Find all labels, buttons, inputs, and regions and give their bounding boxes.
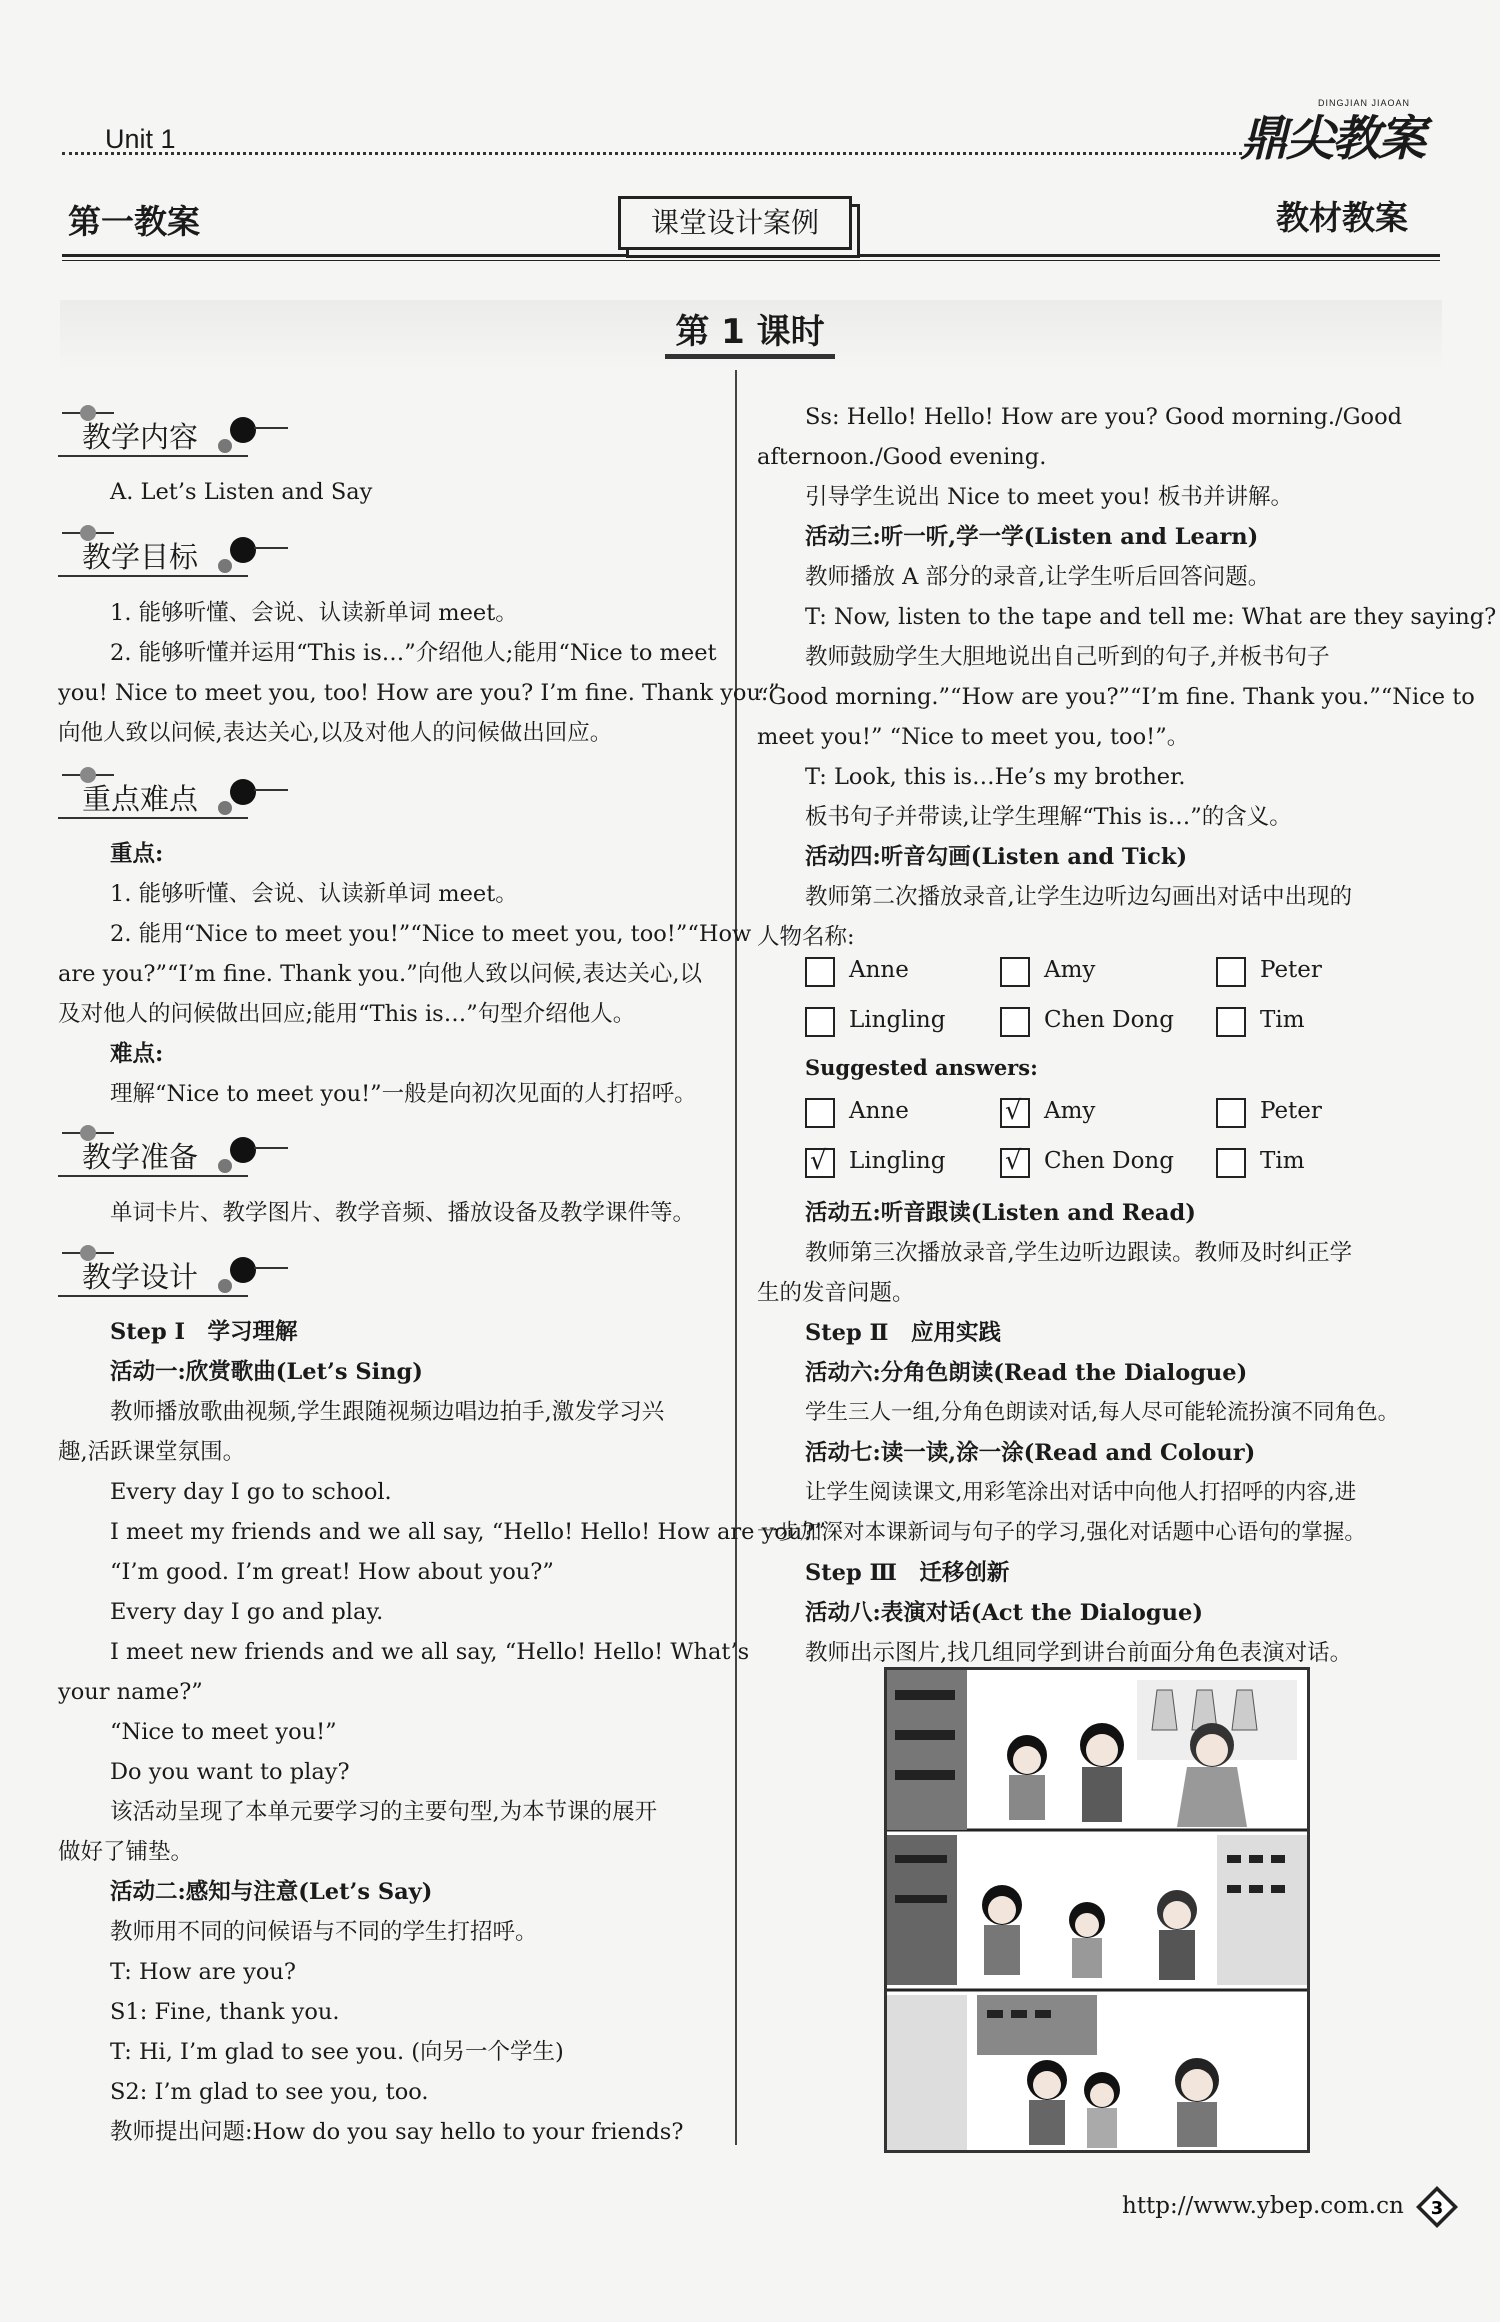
dialogue-line: S1: Fine, thank you. [110,1999,340,2025]
page-number-badge [1415,2185,1459,2229]
activity-heading: 活动三:听一听,学一学(Listen and Learn) [805,524,1259,550]
activity-heading: 活动二:感知与注意(Let’s Say) [110,1879,433,1905]
section-heading-preparation: 教学准备 [58,1125,298,1181]
difficulty-line: 理解“Nice to meet you!”一般是向初次见面的人打招呼。 [110,1081,697,1107]
brand-logo: 鼎尖教案 [1240,111,1425,167]
check-mark-icon: √ [1005,1096,1022,1126]
column-divider [735,370,737,2145]
right-line: Ss: Hello! Hello! How are you? Good morning./Good [805,404,1403,430]
key-point-line: 1. 能够听懂、会说、认读新单词 meet。 [110,881,518,907]
header-dotted-rule [62,152,1242,155]
checkbox-label: Tim [1260,1007,1305,1033]
step-heading: Step Ⅱ 应用实践 [805,1320,1001,1346]
suggested-answers-label: Suggested answers: [805,1055,1038,1080]
right-line: 人物名称: [757,924,855,950]
design-line: 教师用不同的问候语与不同的学生打招呼。 [110,1919,538,1945]
goal-line: 2. 能够听懂并运用“This is…”介绍他人;能用“Nice to meet [110,640,717,666]
section-heading-key-points: 重点难点 [58,767,298,823]
design-line: 教师提出问题:How do you say hello to your friends? [110,2119,684,2145]
checkbox-label: Chen Dong [1044,1148,1174,1174]
activity-heading: 活动八:表演对话(Act the Dialogue) [805,1600,1203,1626]
key-points-label: 重点: [110,841,164,867]
checkbox-label: Tim [1260,1148,1305,1174]
checkbox-lingling[interactable] [805,1007,835,1037]
header-rule-thin [62,260,1440,261]
checkbox-amy[interactable] [1000,957,1030,987]
dialogue-line: T: Hi, I’m glad to see you. (向另一个学生) [110,2039,564,2065]
right-line: 板书句子并带读,让学生理解“This is…”的含义。 [805,804,1292,830]
goal-line: you! Nice to meet you, too! How are you? I’m fine. Thank you.” [58,680,780,706]
song-line: I meet new friends and we all say, “Hello! Hello! What’s [110,1639,750,1665]
goal-line: 向他人致以问候,表达关心,以及对他人的问候做出回应。 [58,720,613,746]
brand-logo-sub: DINGJIAN JIAOAN [1318,98,1411,108]
section-heading-design: 教学设计 [58,1245,298,1301]
right-line: afternoon./Good evening. [757,444,1047,470]
section-heading-content: 教学内容 [58,405,298,461]
song-line: Do you want to play? [110,1759,350,1785]
check-mark-icon: √ [1005,1146,1022,1176]
footer-url[interactable]: http://www.ybep.com.cn [1122,2193,1404,2219]
dialogue-line: S2: I’m glad to see you, too. [110,2079,429,2105]
lesson-title: 第 1 课时 [675,312,825,352]
check-mark-icon: √ [810,1146,827,1176]
dialogue-line: T: How are you? [110,1959,296,1985]
right-line: 让学生阅读课文,用彩笔涂出对话中向他人打招呼的内容,进 [805,1480,1357,1505]
activity-heading: 活动四:听音勾画(Listen and Tick) [805,844,1188,870]
key-point-line: 及对他人的问候做出回应;能用“This is…”句型介绍他人。 [58,1001,636,1027]
checkbox-tim[interactable] [1216,1007,1246,1037]
answer-checkbox-lingling[interactable] [805,1148,835,1178]
key-point-line: are you?”“I’m fine. Thank you.”向他人致以问候,表达关心,以 [58,961,702,987]
checkbox-anne[interactable] [805,957,835,987]
song-line: Every day I go to school. [110,1479,392,1505]
checkbox-label: Peter [1260,957,1322,983]
checkbox-label: Lingling [849,1148,946,1174]
checkbox-label: Lingling [849,1007,946,1033]
answer-checkbox-amy[interactable] [1000,1098,1030,1128]
checkbox-label: Anne [849,1098,909,1124]
song-line: Every day I go and play. [110,1599,384,1625]
right-line: 教师鼓励学生大胆地说出自己听到的句子,并板书句子 [805,644,1330,670]
activity-heading: 活动七:读一读,涂一涂(Read and Colour) [805,1440,1256,1466]
goal-line: 1. 能够听懂、会说、认读新单词 meet。 [110,600,518,626]
right-line: T: Look, this is…He’s my brother. [805,764,1186,790]
header-left-title: 第一教案 [68,202,200,241]
right-line: T: Now, listen to the tape and tell me: What are they saying? [805,604,1497,630]
checkbox-label: Chen Dong [1044,1007,1174,1033]
checkbox-label: Amy [1044,957,1096,983]
song-line: I meet my friends and we all say, “Hello! Hello! How are you?” [110,1519,826,1545]
preparation-content: 单词卡片、教学图片、教学音频、播放设备及教学课件等。 [110,1200,696,1226]
design-line: 趣,活跃课堂氛围。 [58,1439,246,1465]
right-line: 学生三人一组,分角色朗读对话,每人尽可能轮流扮演不同角色。 [805,1400,1400,1425]
design-line: 该活动呈现了本单元要学习的主要句型,为本节课的展开 [110,1799,658,1825]
header-right-title: 教材教案 [1276,198,1408,237]
difficulty-label: 难点: [110,1041,164,1067]
activity-heading: 活动一:欣赏歌曲(Let’s Sing) [110,1359,423,1385]
section-heading-goals: 教学目标 [58,525,298,581]
right-line: 教师播放 A 部分的录音,让学生听后回答问题。 [805,564,1271,590]
right-line: 教师第三次播放录音,学生边听边跟读。教师及时纠正学 [805,1240,1353,1266]
teaching-content: A. Let’s Listen and Say [110,479,373,505]
answer-checkbox-peter[interactable] [1216,1098,1246,1128]
key-point-line: 2. 能用“Nice to meet you!”“Nice to meet you, too!”“How [110,921,752,947]
checkbox-label: Anne [849,957,909,983]
activity-heading: 活动六:分角色朗读(Read the Dialogue) [805,1360,1248,1386]
design-line: 教师播放歌曲视频,学生跟随视频边唱边拍手,激发学习兴 [110,1399,665,1425]
right-line: “Good morning.”“How are you?”“I’m fine. Thank you.”“Nice to [757,684,1475,710]
lesson-title-underline [665,354,835,359]
checkbox-peter[interactable] [1216,957,1246,987]
checkbox-label: Amy [1044,1098,1096,1124]
right-line: meet you!” “Nice to meet you, too!”。 [757,724,1190,750]
unit-label: Unit 1 [105,124,176,154]
right-line: 引导学生说出 Nice to meet you! 板书并讲解。 [805,484,1293,510]
song-line: your name?” [58,1679,203,1705]
header-center-tag: 课堂设计案例 [618,196,852,250]
answer-checkbox-tim[interactable] [1216,1148,1246,1178]
answer-checkbox-anne[interactable] [805,1098,835,1128]
song-line: “I’m good. I’m great! How about you?” [110,1559,554,1585]
dialogue-illustration [884,1667,1310,2153]
checkbox-label: Peter [1260,1098,1322,1124]
step-heading: Step Ⅲ 迁移创新 [805,1560,1010,1586]
song-line: “Nice to meet you!” [110,1719,337,1745]
answer-checkbox-chen-dong[interactable] [1000,1148,1030,1178]
right-line: 教师出示图片,找几组同学到讲台前面分角色表演对话。 [805,1640,1353,1666]
right-line: 生的发音问题。 [757,1280,915,1306]
step-heading: Step Ⅰ 学习理解 [110,1319,298,1345]
illustration-svg [887,1670,1307,2150]
right-line: 一步加深对本课新词与句子的学习,强化对话题中心语句的掌握。 [757,1520,1366,1545]
right-line: 教师第二次播放录音,让学生边听边勾画出对话中出现的 [805,884,1353,910]
page-number: 3 [1430,2198,1444,2219]
activity-heading: 活动五:听音跟读(Listen and Read) [805,1200,1196,1226]
design-line: 做好了铺垫。 [58,1839,194,1865]
checkbox-chen-dong[interactable] [1000,1007,1030,1037]
